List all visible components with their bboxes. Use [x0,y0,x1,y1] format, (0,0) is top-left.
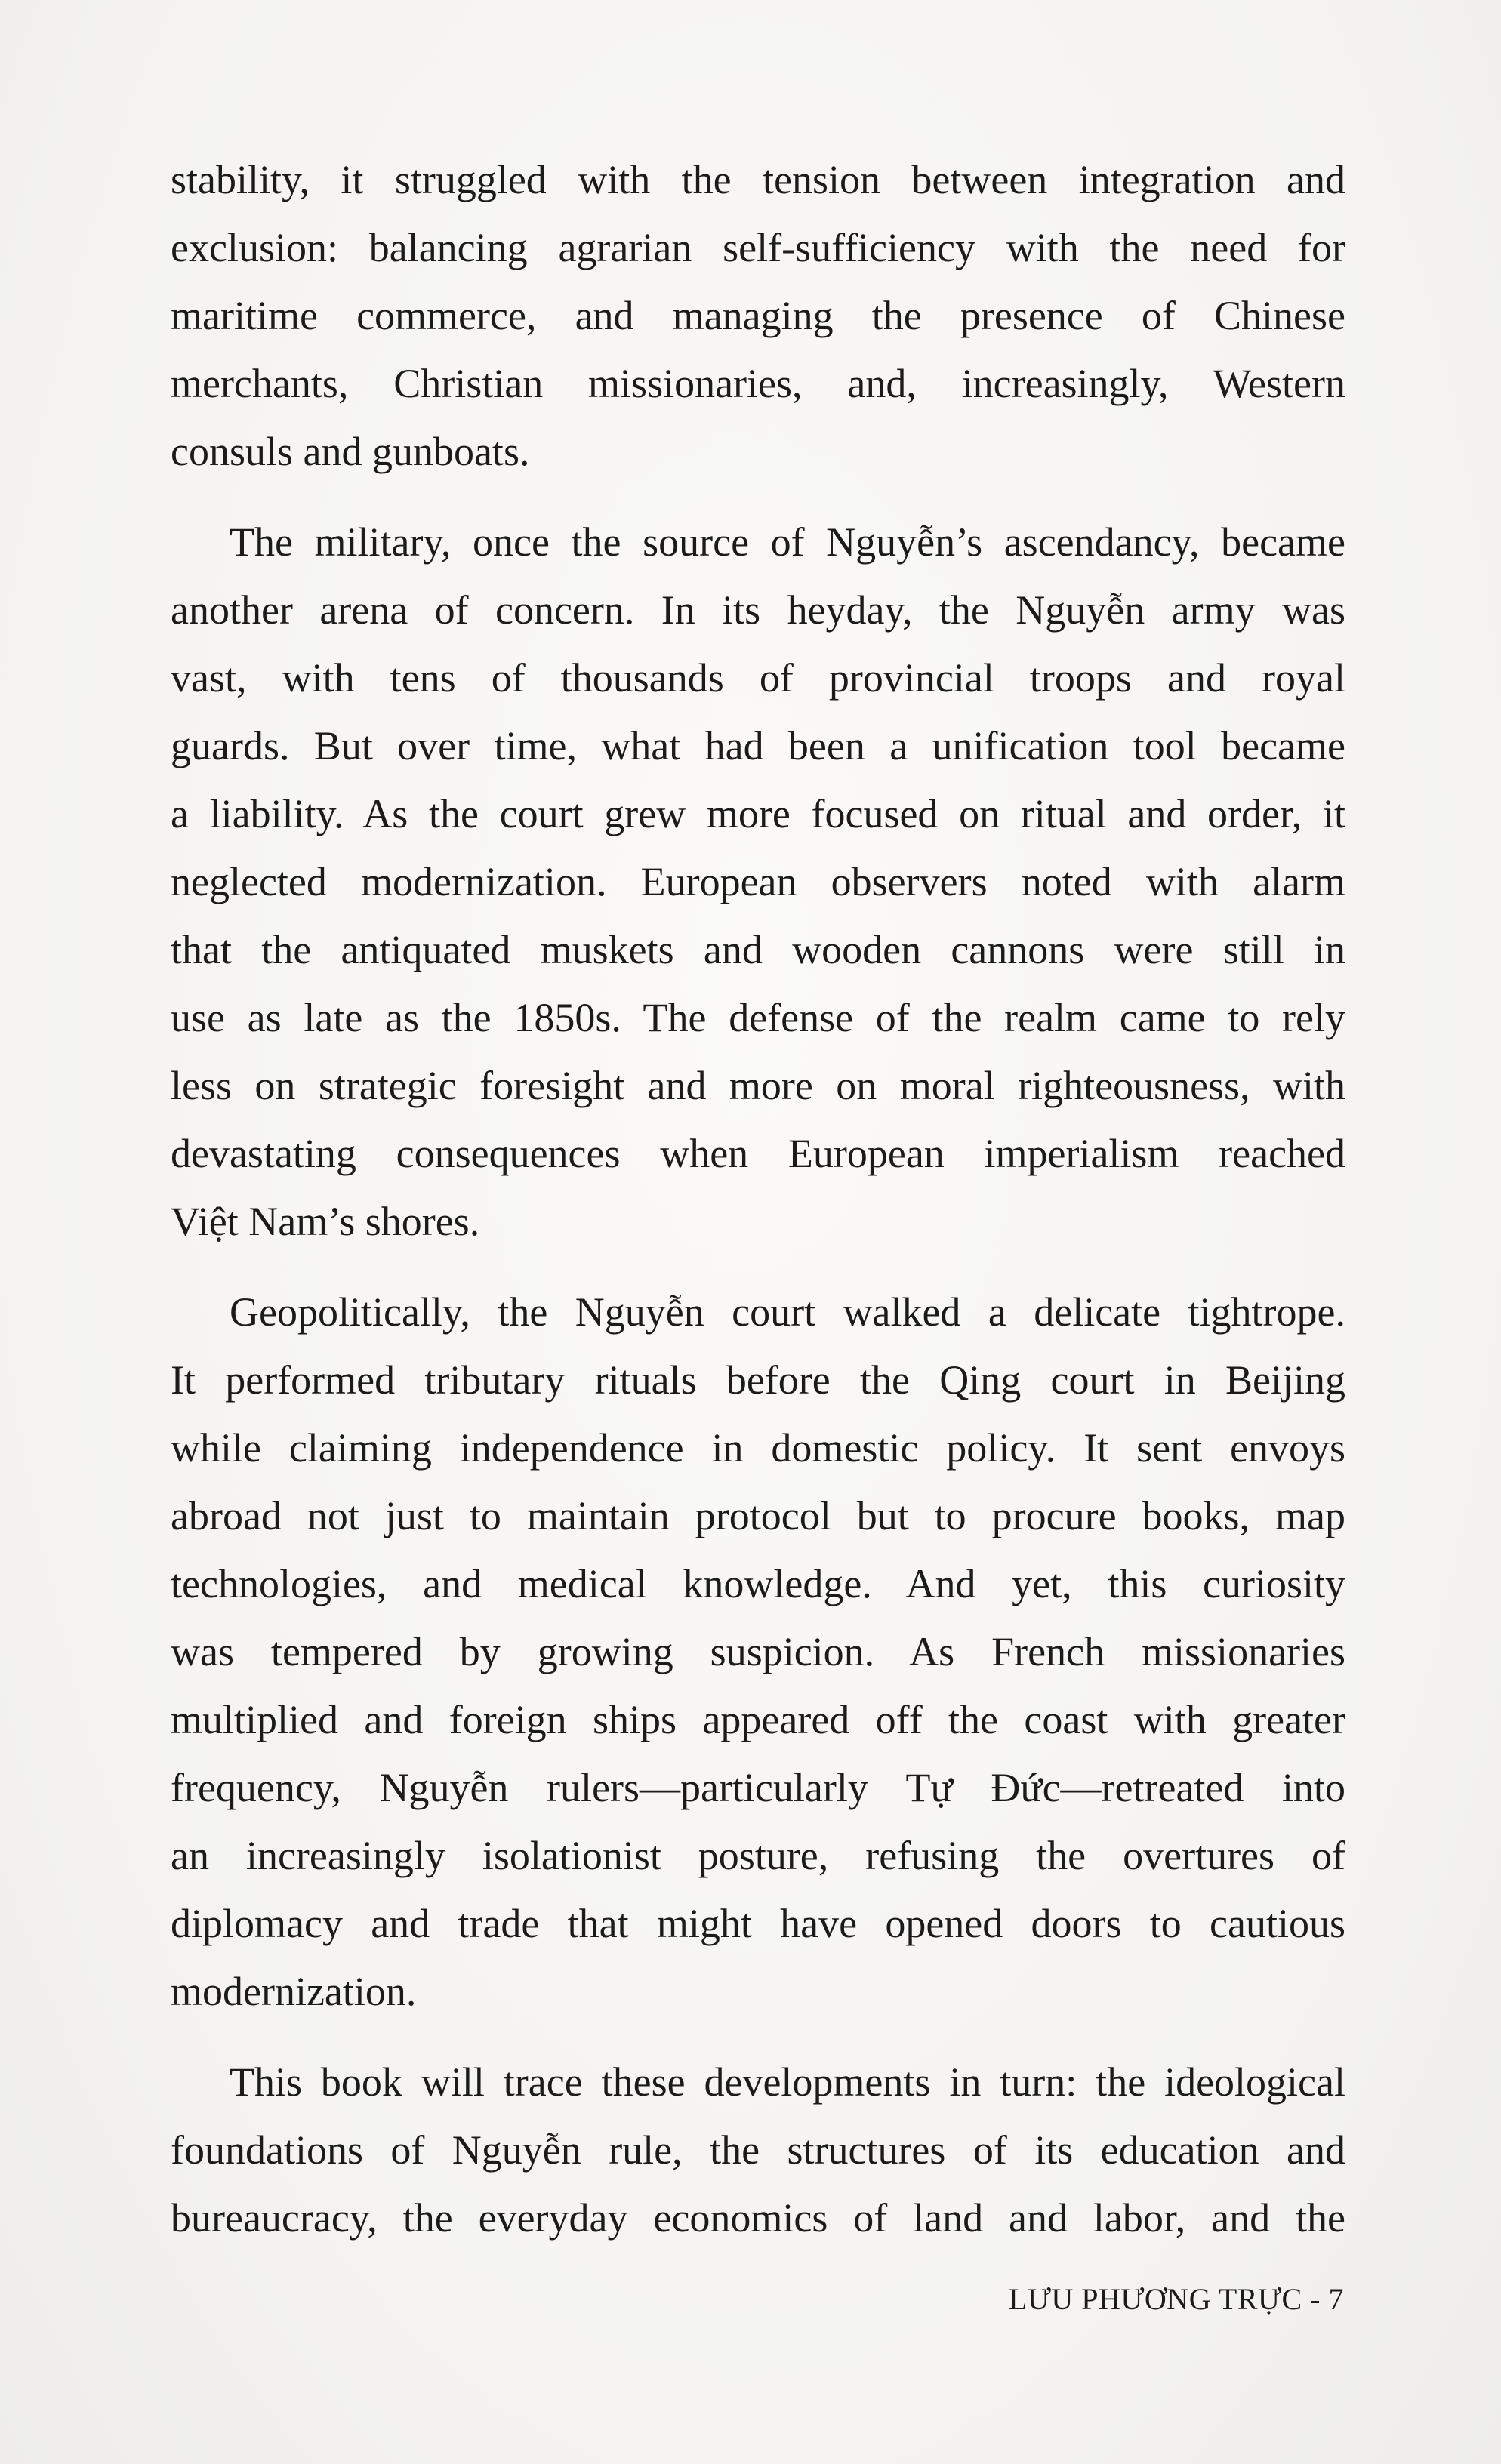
text-line: foundations of Nguyễn rule, the structures of its education and [171,2127,1345,2173]
body-text [171,146,1345,2275]
text-line: This book will trace these developments in turn: the ideological [230,2059,1345,2105]
text-line: guards. But over time, what had been a unification tool became [171,723,1345,768]
text-line: maritime commerce, and managing the presence of Chinese [171,293,1345,338]
text-line: Geopolitically, the Nguyễn court walked a delicate tightrope. [230,1289,1345,1335]
text-line: modernization. [171,1969,417,2014]
text-line: frequency, Nguyễn rulers—particularly Tự Đức—retreated into [171,1765,1345,1810]
paragraph [171,146,1345,485]
text-line: that the antiquated muskets and wooden cannons were still in [171,927,1345,972]
text-line: technologies, and medical knowledge. And yet, this curiosity [171,1561,1345,1606]
text-line: stability, it struggled with the tension between integration and [171,157,1345,202]
running-footer-page-number: LƯU PHƯƠNG TRỰC - 7 [1008,2282,1344,2316]
text-line: an increasingly isolationist posture, refusing the overtures of [171,1833,1345,1878]
text-line: while claiming independence in domestic policy. It sent envoys [171,1425,1345,1471]
text-line: another arena of concern. In its heyday, the Nguyễn army was [171,587,1345,633]
text-line: neglected modernization. European observers noted with alarm [171,859,1345,904]
text-line: merchants, Christian missionaries, and, increasingly, Western [171,361,1345,406]
text-line: The military, once the source of Nguyễn’s ascendancy, became [230,519,1345,565]
text-line: devastating consequences when European imperialism reached [171,1131,1345,1176]
text-line: diplomacy and trade that might have opened doors to cautious [171,1901,1345,1946]
text-line: vast, with tens of thousands of provincial troops and royal [171,655,1345,701]
text-line: Việt Nam’s shores. [171,1199,480,1244]
text-line: use as late as the 1850s. The defense of the realm came to rely [171,995,1345,1040]
text-line: abroad not just to maintain protocol but to procure books, map [171,1493,1345,1538]
text-line: a liability. As the court grew more focused on ritual and order, it [171,791,1345,836]
paragraph [171,2048,1345,2252]
text-line: was tempered by growing suspicion. As French missionaries [171,1629,1345,1674]
text-line: exclusion: balancing agrarian self-sufficiency with the need for [171,225,1345,270]
text-line: less on strategic foresight and more on moral righteousness, with [171,1063,1345,1108]
paragraph [171,1278,1345,2025]
text-line: multiplied and foreign ships appeared off the coast with greater [171,1697,1345,1742]
text-line: consuls and gunboats. [171,429,530,474]
paragraph [171,508,1345,1255]
text-line: It performed tributary rituals before the Qing court in Beijing [171,1357,1345,1403]
text-line: bureaucracy, the everyday economics of land and labor, and the [171,2195,1345,2241]
